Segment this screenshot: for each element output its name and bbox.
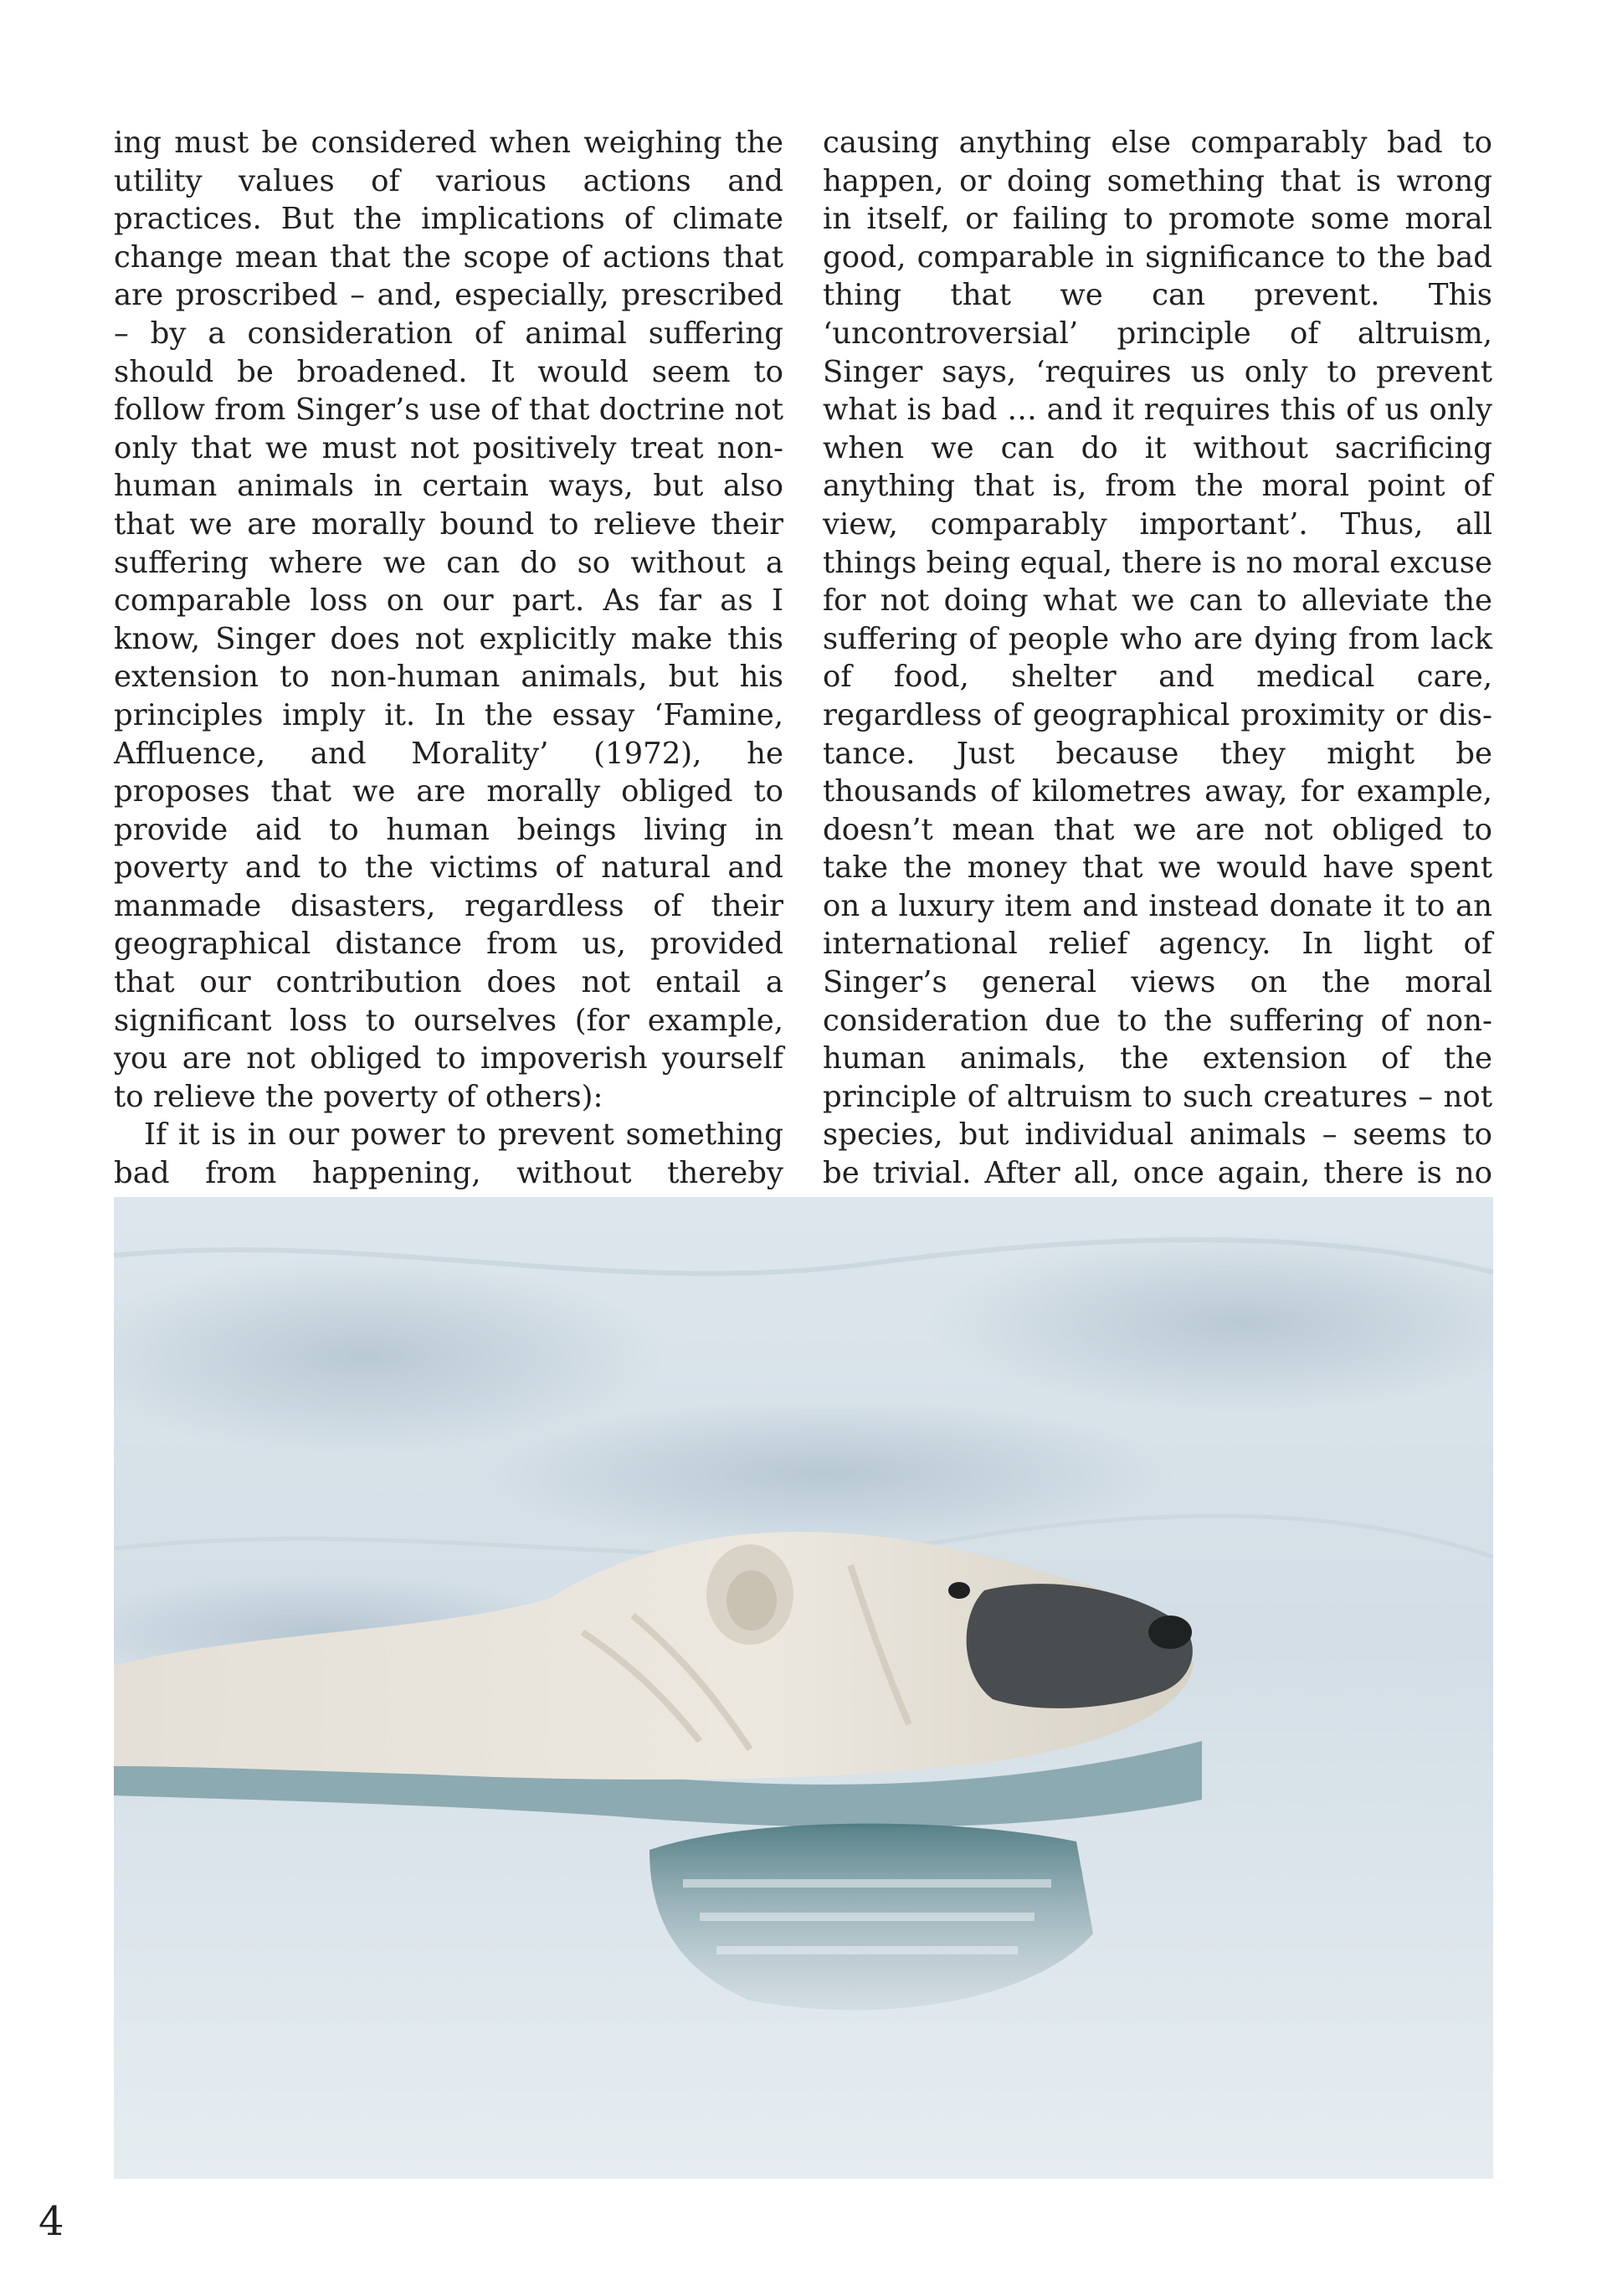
- body-paragraph: ing must be considered when weighing the utility values of various actions and practices. But the implications of climate change mean that the scope of actions that are proscribed – and, especially, prescribed – by a consideration of animal suffering should be broadened. It would seem to follow from Singer’s use of that doctrine not only that we must not positively treat non-human animals in certain ways, but also that we are morally bound to relieve their suffering where we can do so without a comparable loss on our part. As far as I know, Singer does not explicitly make this extension to non-human animals, but his principles imply it. In the essay ‘Famine, Affluence, and Morality’ (1972), he proposes that we are morally obliged to provide aid to human beings living in poverty and to the victims of natural and manmade disasters, regardless of their geographical distance from us, provided that our contribution does not entail a significant loss to ourselves (for example, you are not obliged to impoverish yourself to relieve the poverty of others):: [114, 126, 783, 1114]
- polar-bear-photo: [114, 1197, 1493, 2179]
- page-number: 4: [39, 2198, 64, 2245]
- body-paragraph: causing anything else comparably bad to happen, or doing something that is wrong in itself, or failing to promote some moral good, comparable in significance to the bad thing that we can prevent. This ‘uncontroversial’ principle of altruism, Singer says, ‘requires us only to prevent what is bad … and it requires this of us only when we can do it without sacrificing anything that is, from the moral point of view, comparably important’. Thus, all things being equal, there is no moral excuse for not doing what we can to alleviate the suffering of people who are dying from lack of food, shelter and medical care, regardless of geographical proximity or distance. Just because they might be thousands of kilometres away, for example, doesn’t mean that we are not obliged to take the money that we would have spent on a luxury item and instead donate it to an international relief agency. In light of Singer’s general views on the moral consideration due to the suffering of non-human animals, the extension of the principle of altruism to such creatures – not species, but individual animals – seems to be trivial. After all, once again, there is no: [823, 126, 1492, 1191]
- polar-bear-illustration: [114, 1197, 1493, 2179]
- column-left: [114, 124, 783, 1345]
- block-quote: If it is in our power to prevent something bad from happening, without thereby: [114, 1117, 783, 1191]
- column-right: [823, 124, 1492, 1307]
